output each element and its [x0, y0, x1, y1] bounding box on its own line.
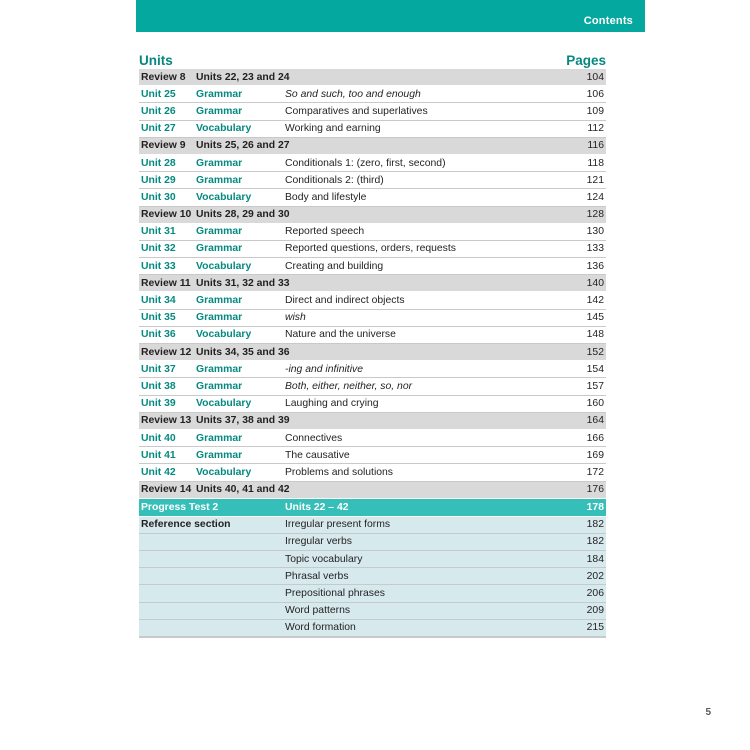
cell-unit: Unit 33: [141, 260, 176, 272]
table-row[interactable]: [139, 121, 606, 138]
cell-type: Vocabulary: [196, 123, 252, 135]
cell-type: Units 31, 32 and 33: [196, 277, 290, 289]
cell-type: Vocabulary: [196, 398, 252, 410]
cell-page-number: 121: [586, 174, 604, 186]
cell-page-number: 209: [586, 605, 604, 617]
cell-description: Conditionals 1: (zero, first, second): [285, 157, 446, 169]
cell-description: Working and earning: [285, 123, 381, 135]
cell-page-number: 104: [586, 71, 604, 83]
cell-page-number: 152: [586, 346, 604, 358]
cell-unit: Unit 36: [141, 329, 176, 341]
cell-type: Grammar: [196, 174, 243, 186]
cell-description: Word formation: [285, 622, 356, 634]
cell-description: Word patterns: [285, 605, 351, 617]
table-row[interactable]: [139, 172, 606, 189]
cell-unit: Review 13: [141, 415, 192, 427]
table-row[interactable]: [139, 310, 606, 327]
cell-description: Direct and indirect objects: [285, 295, 405, 307]
cell-page-number: 148: [586, 329, 604, 341]
table-row[interactable]: [139, 86, 606, 103]
cell-page-number: 106: [586, 88, 604, 100]
cell-unit: Review 8: [141, 71, 186, 83]
cell-description: So and such, too and enough: [285, 88, 421, 100]
cell-description: Body and lifestyle: [285, 191, 367, 203]
cell-description: Reported questions, orders, requests: [285, 243, 456, 255]
cell-unit: Unit 27: [141, 123, 176, 135]
cell-unit: Unit 28: [141, 157, 176, 169]
cell-type: Grammar: [196, 226, 243, 238]
table-row[interactable]: [139, 69, 606, 86]
cell-type: Units 25, 26 and 27: [196, 140, 290, 152]
cell-description: The causative: [285, 449, 350, 461]
cell-description: Conditionals 2: (third): [285, 174, 384, 186]
cell-type: Vocabulary: [196, 260, 252, 272]
cell-unit: Unit 42: [141, 466, 176, 478]
column-header-pages: Pages: [566, 53, 606, 68]
cell-description: Creating and building: [285, 260, 384, 272]
contents-row-list: [139, 69, 606, 637]
cell-type: Grammar: [196, 88, 243, 100]
table-row[interactable]: [139, 275, 606, 292]
cell-page-number: 182: [586, 519, 604, 531]
cell-unit: Review 10: [141, 209, 192, 221]
table-row[interactable]: [139, 464, 606, 481]
table-row[interactable]: [139, 155, 606, 172]
cell-description: -ing and infinitive: [285, 363, 363, 375]
cell-page-number: 142: [586, 295, 604, 307]
cell-unit: Unit 35: [141, 312, 176, 324]
cell-description: Topic vocabulary: [285, 553, 363, 565]
cell-description: Problems and solutions: [285, 466, 394, 478]
table-row[interactable]: [139, 620, 606, 637]
cell-type: Units 34, 35 and 36: [196, 346, 290, 358]
cell-page-number: 215: [586, 622, 604, 634]
cell-page-number: 178: [586, 501, 604, 513]
table-row[interactable]: [139, 430, 606, 447]
cell-description: Prepositional phrases: [285, 588, 385, 600]
cell-page-number: 169: [586, 449, 604, 461]
cell-page-number: 184: [586, 553, 604, 565]
cell-page-number: 136: [586, 260, 604, 272]
cell-page-number: 176: [586, 484, 604, 496]
table-row[interactable]: [139, 568, 606, 585]
table-row[interactable]: [139, 361, 606, 378]
table-row[interactable]: [139, 517, 606, 534]
table-row[interactable]: [139, 138, 606, 155]
cell-page-number: 133: [586, 243, 604, 255]
cell-page-number: 172: [586, 466, 604, 478]
table-row[interactable]: [139, 292, 606, 309]
cell-unit: Unit 38: [141, 380, 176, 392]
table-row[interactable]: [139, 224, 606, 241]
cell-page-number: 145: [586, 312, 604, 324]
cell-unit: Unit 25: [141, 88, 176, 100]
table-row[interactable]: [139, 603, 606, 620]
cell-type: Grammar: [196, 312, 243, 324]
table-row[interactable]: [139, 189, 606, 206]
cell-type: Grammar: [196, 432, 243, 444]
cell-page-number: 130: [586, 226, 604, 238]
contents-table-header: [139, 46, 606, 69]
table-row[interactable]: [139, 413, 606, 430]
cell-unit: Unit 40: [141, 432, 176, 444]
page-number: 5: [705, 707, 711, 718]
table-row[interactable]: [139, 258, 606, 275]
cell-page-number: 166: [586, 432, 604, 444]
cell-page-number: 202: [586, 570, 604, 582]
table-row[interactable]: [139, 585, 606, 602]
cell-type: Units 22, 23 and 24: [196, 71, 290, 83]
cell-unit: Progress Test 2: [141, 501, 219, 513]
table-row[interactable]: [139, 396, 606, 413]
cell-type: Grammar: [196, 380, 243, 392]
cell-page-number: 154: [586, 363, 604, 375]
cell-page-number: 118: [587, 157, 604, 169]
cell-page-number: 116: [587, 140, 604, 152]
cell-page-number: 206: [586, 588, 604, 600]
cell-type: Grammar: [196, 449, 243, 461]
cell-type: Grammar: [196, 243, 243, 255]
cell-unit: Unit 32: [141, 243, 176, 255]
cell-type: Units 28, 29 and 30: [196, 209, 290, 221]
cell-type: Units 40, 41 and 42: [196, 484, 290, 496]
cell-page-number: 164: [586, 415, 604, 427]
cell-description: Irregular present forms: [285, 519, 391, 531]
cell-description: Phrasal verbs: [285, 570, 349, 582]
cell-type: Grammar: [196, 105, 243, 117]
cell-page-number: 112: [587, 123, 604, 135]
cell-unit: Unit 26: [141, 105, 176, 117]
cell-unit: Unit 39: [141, 398, 176, 410]
table-row[interactable]: [139, 378, 606, 395]
cell-type: Vocabulary: [196, 329, 252, 341]
cell-unit: Unit 31: [141, 226, 176, 238]
cell-unit: Unit 34: [141, 295, 176, 307]
cell-type: Grammar: [196, 157, 243, 169]
cell-page-number: 157: [586, 380, 604, 392]
table-row[interactable]: [139, 551, 606, 568]
table-row[interactable]: [139, 103, 606, 120]
table-row[interactable]: [139, 207, 606, 224]
cell-unit: Review 11: [141, 277, 191, 289]
cell-unit: Unit 30: [141, 191, 176, 203]
cell-page-number: 128: [586, 209, 604, 221]
table-row[interactable]: [139, 344, 606, 361]
table-row[interactable]: [139, 482, 606, 499]
table-row[interactable]: [139, 327, 606, 344]
cell-description: Units 22 – 42: [285, 501, 349, 513]
running-head-title: Contents: [583, 15, 633, 27]
cell-unit: Unit 29: [141, 174, 176, 186]
cell-unit: Review 14: [141, 484, 192, 496]
cell-page-number: 140: [586, 277, 604, 289]
cell-description: Irregular verbs: [285, 536, 352, 548]
cell-unit: Reference section: [141, 519, 231, 531]
cell-type: Grammar: [196, 363, 243, 375]
cell-description: Comparatives and superlatives: [285, 105, 428, 117]
cell-page-number: 124: [586, 191, 604, 203]
table-bottom-rule: [139, 637, 606, 638]
cell-page-number: 160: [586, 398, 604, 410]
cell-description: Laughing and crying: [285, 398, 379, 410]
cell-description: Connectives: [285, 432, 343, 444]
cell-unit: Unit 41: [141, 449, 176, 461]
cell-type: Vocabulary: [196, 191, 252, 203]
contents-table: [139, 46, 606, 638]
cell-type: Grammar: [196, 295, 243, 307]
cell-type: Units 37, 38 and 39: [196, 415, 290, 427]
table-row[interactable]: [139, 447, 606, 464]
table-row[interactable]: [139, 241, 606, 258]
cell-unit: Review 12: [141, 346, 192, 358]
cell-description: Nature and the universe: [285, 329, 396, 341]
table-row[interactable]: [139, 499, 606, 517]
cell-unit: Unit 37: [141, 363, 176, 375]
cell-page-number: 109: [586, 105, 604, 117]
cell-page-number: 182: [586, 536, 604, 548]
cell-description: Both, either, neither, so, nor: [285, 380, 413, 392]
cell-type: Vocabulary: [196, 466, 252, 478]
table-row[interactable]: [139, 534, 606, 551]
column-header-units: Units: [139, 53, 173, 68]
running-head-bar: [136, 0, 645, 32]
cell-unit: Review 9: [141, 140, 186, 152]
cell-description: Reported speech: [285, 226, 365, 238]
cell-description: wish: [285, 312, 306, 324]
